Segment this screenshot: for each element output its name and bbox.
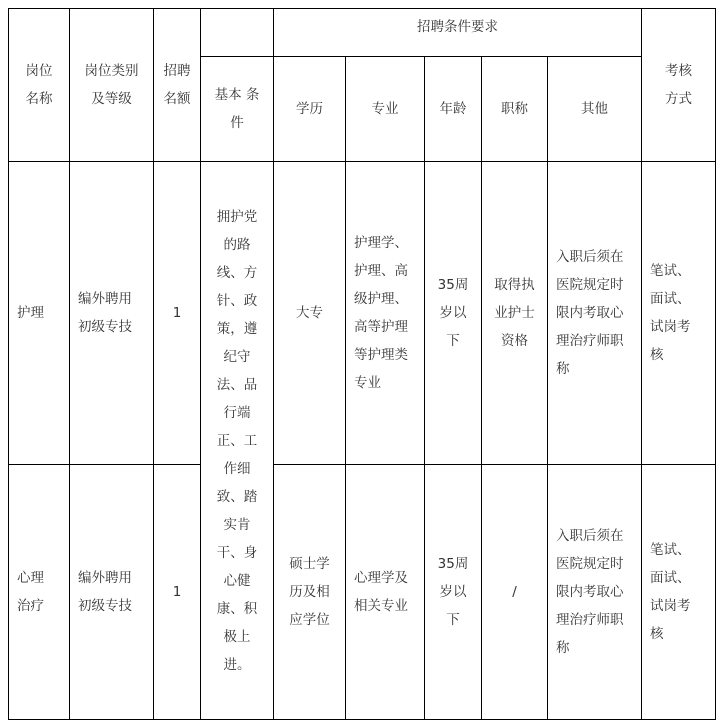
age-cell: 35周 岁以 下 [425,162,482,465]
title-cell: / [482,465,548,720]
post-name-cell: 护理 [9,162,70,465]
assessment-cell: 笔试、 面试、 试岗考 核 [642,162,716,465]
education-cell: 硕士学 历及相 应学位 [274,465,346,720]
header-title: 职称 [482,57,548,162]
table-row [9,162,716,465]
age-cell: 35周 岁以 下 [425,465,482,720]
header-age: 年龄 [425,57,482,162]
header-other: 其他 [548,57,642,162]
header-assessment: 考核 方式 [642,9,716,162]
header-basic-conditions: 基本 条 件 [201,57,274,162]
recruitment-table [8,8,716,720]
header-row-1 [9,9,716,57]
major-cell: 心理学及 相关专业 [346,465,425,720]
table-row [9,465,716,720]
post-name-cell: 心理 治疗 [9,465,70,720]
header-post-name: 岗位 名称 [9,9,70,162]
post-type-cell: 编外聘用 初级专技 [70,162,154,465]
post-type-cell: 编外聘用 初级专技 [70,465,154,720]
major-cell: 护理学、 护理、高 级护理、 高等护理 等护理类 专业 [346,162,425,465]
header-quota: 招聘 名额 [154,9,201,162]
education-cell: 大专 [274,162,346,465]
basic-conditions-cell: 拥护党 的路 线、方 针、政 策，遵 纪守 法、品 行端 正、工 作细 致、踏 实肯 干、身 心健 康、积 极上 进。 [201,162,274,720]
header-major: 专业 [346,57,425,162]
header-post-type: 岗位类别 及等级 [70,9,154,162]
header-requirements-group: 招聘条件要求 [274,9,642,57]
header-empty-cell [201,9,274,57]
other-cell: 入职后须在 医院规定时 限内考取心 理治疗师职 称 [548,465,642,720]
header-education: 学历 [274,57,346,162]
assessment-cell: 笔试、 面试、 试岗考 核 [642,465,716,720]
title-cell: 取得执 业护士 资格 [482,162,548,465]
quota-cell: 1 [154,162,201,465]
other-cell: 入职后须在 医院规定时 限内考取心 理治疗师职 称 [548,162,642,465]
quota-cell: 1 [154,465,201,720]
